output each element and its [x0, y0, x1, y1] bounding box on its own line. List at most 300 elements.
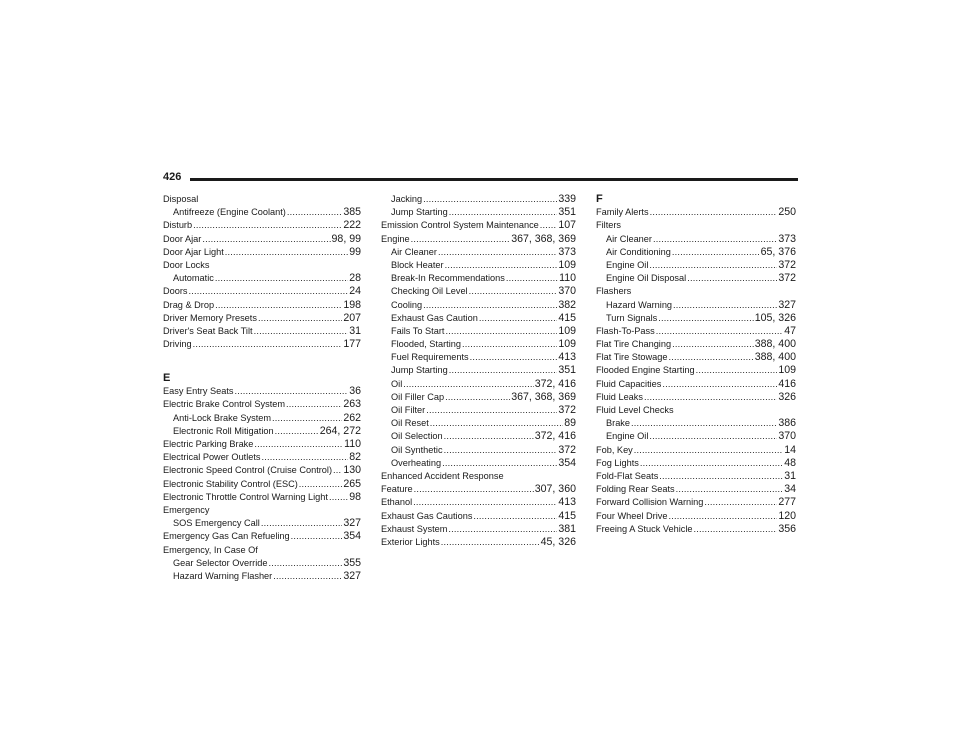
index-entry	[596, 391, 796, 404]
entry-term: Flooded Engine Starting	[596, 365, 695, 376]
dot-leader	[441, 536, 540, 549]
index-subentry	[163, 272, 361, 285]
index-subentry	[381, 272, 576, 285]
entry-term: Fails To Start	[391, 325, 445, 336]
entry-term: Electric Brake Control System	[163, 399, 286, 410]
index-entry	[163, 491, 361, 504]
dot-leader	[291, 530, 343, 543]
index-entry	[163, 385, 361, 398]
index-entry	[163, 193, 361, 206]
entry-term: Exterior Lights	[381, 536, 440, 547]
index-subentry	[163, 206, 361, 219]
entry-term: Forward Collision Warning	[596, 497, 704, 508]
index-subentry	[596, 417, 796, 430]
dot-leader	[333, 464, 342, 477]
entry-term: Air Cleaner	[606, 233, 652, 244]
dot-leader	[258, 312, 342, 325]
index-entry	[163, 544, 361, 557]
entry-term: Feature	[381, 484, 413, 495]
index-entry	[381, 523, 576, 536]
dot-leader	[449, 206, 558, 219]
dot-leader	[438, 246, 557, 259]
dot-leader	[423, 193, 557, 206]
index-subentry	[163, 557, 361, 570]
entry-term: Oil Filter	[391, 405, 426, 415]
dot-leader	[649, 430, 777, 443]
dot-leader	[631, 417, 777, 430]
index-subentry	[163, 517, 361, 530]
index-entry	[163, 233, 361, 246]
entry-term: Engine Oil	[606, 431, 649, 442]
entry-pages: 24	[349, 285, 361, 298]
entry-pages: 372	[778, 258, 796, 271]
entry-term: Jump Starting	[391, 207, 448, 218]
entry-pages: 110	[559, 272, 576, 285]
index-entry	[163, 398, 361, 411]
index-entry	[163, 246, 361, 259]
entry-pages: 327	[343, 569, 361, 582]
entry-term: Freeing A Stuck Vehicle	[596, 523, 693, 534]
index-column-3	[596, 193, 796, 536]
index-entry	[381, 536, 576, 549]
entry-term: Four Wheel Drive	[596, 510, 668, 521]
entry-term: Flash-To-Pass	[596, 325, 655, 336]
entry-term: Oil Selection	[391, 431, 443, 442]
entry-pages: 372, 416	[534, 377, 576, 390]
entry-pages: 388, 400	[754, 351, 796, 364]
header-rule	[190, 178, 798, 181]
entry-term: Electrical Power Outlets	[163, 452, 261, 463]
entry-term: Break-In Recommendations	[391, 273, 505, 284]
dot-leader	[696, 364, 778, 377]
index-entry	[596, 364, 796, 377]
entry-term: Checking Oil Level	[391, 286, 468, 297]
entry-pages: 264, 272	[319, 424, 361, 437]
entry-term: Exhaust Gas Caution	[391, 312, 478, 323]
dot-leader	[540, 219, 558, 232]
index-subentry	[381, 299, 576, 312]
entry-pages: 277	[778, 496, 796, 509]
entry-term: Anti-Lock Brake System	[173, 412, 272, 423]
index-entry	[596, 496, 796, 509]
index-subentry	[163, 570, 361, 583]
index-subentry	[596, 233, 796, 246]
entry-pages: 307, 360	[534, 483, 576, 496]
dot-leader	[272, 412, 342, 425]
dot-leader	[262, 451, 349, 464]
index-subentry	[596, 259, 796, 272]
dot-leader	[653, 233, 777, 246]
entry-pages: 372	[558, 443, 576, 456]
entry-term: Door Locks	[163, 259, 210, 270]
dot-leader	[225, 246, 348, 259]
dot-leader	[704, 496, 777, 509]
entry-pages: 98	[349, 490, 361, 503]
entry-term: Flashers	[596, 286, 632, 297]
entry-term: Engine Oil	[606, 259, 649, 270]
entry-pages: 89	[564, 417, 576, 430]
entry-term: Electronic Roll Mitigation	[173, 425, 274, 436]
index-entry	[163, 219, 361, 232]
entry-pages: 326	[778, 390, 796, 403]
entry-term: Driving	[163, 339, 192, 350]
index-entry	[596, 285, 796, 298]
entry-term: Turn Signals	[606, 312, 658, 323]
index-entry	[381, 510, 576, 523]
dot-leader	[470, 351, 558, 364]
entry-term: Emergency Gas Can Refueling	[163, 531, 290, 542]
entry-pages: 82	[349, 451, 361, 464]
entry-term: Fluid Capacities	[596, 378, 662, 389]
entry-pages: 386	[778, 417, 796, 430]
entry-pages: 99	[349, 245, 361, 258]
dot-leader	[273, 570, 342, 583]
index-column-1	[163, 193, 361, 583]
index-entry	[596, 404, 796, 417]
entry-term: Disturb	[163, 220, 193, 231]
entry-pages: 47	[784, 324, 796, 337]
entry-term: Jacking	[391, 194, 423, 204]
entry-pages: 413	[558, 496, 576, 509]
index-subentry	[381, 193, 576, 206]
entry-term: Engine	[381, 233, 410, 244]
entry-pages: 109	[558, 338, 576, 351]
dot-leader	[673, 299, 777, 312]
entry-term: SOS Emergency Call	[173, 518, 260, 529]
entry-term: Oil Synthetic	[391, 444, 443, 455]
dot-leader	[215, 272, 348, 285]
entry-term: Fob, Key	[596, 444, 633, 455]
dot-leader	[479, 312, 557, 325]
entry-pages: 177	[343, 338, 361, 351]
entry-pages: 415	[558, 509, 576, 522]
dot-leader	[202, 233, 330, 246]
dot-leader	[426, 404, 557, 417]
entry-term: Emergency, In Case Of	[163, 544, 258, 555]
dot-leader	[430, 417, 563, 430]
dot-leader	[449, 364, 558, 377]
dot-leader	[672, 246, 760, 259]
index-entry	[596, 523, 796, 536]
entry-pages: 413	[558, 351, 576, 364]
entry-pages: 109	[778, 364, 796, 377]
index-subentry	[163, 425, 361, 438]
entry-pages: 109	[558, 324, 576, 337]
entry-pages: 339	[558, 193, 576, 205]
entry-term: Fluid Level Checks	[596, 405, 674, 415]
dot-leader	[445, 259, 558, 272]
entry-term: Electronic Stability Control (ESC)	[163, 478, 298, 489]
index-entry	[163, 338, 361, 351]
entry-term: Fold-Flat Seats	[596, 470, 659, 481]
index-entry	[381, 496, 576, 509]
entry-pages: 373	[558, 245, 576, 258]
entry-pages: 198	[343, 298, 361, 311]
index-subentry	[381, 206, 576, 219]
index-entry	[596, 378, 796, 391]
index-subentry	[596, 299, 796, 312]
index-subentry	[381, 351, 576, 364]
entry-term: Antifreeze (Engine Coolant)	[173, 207, 286, 218]
entry-term: Door Ajar Light	[163, 246, 224, 257]
entry-term: Oil Filler Cap	[391, 391, 445, 402]
entry-pages: 120	[778, 509, 796, 522]
entry-pages: 105, 326	[754, 311, 796, 324]
entry-term: Folding Rear Seats	[596, 484, 675, 495]
entry-pages: 14	[784, 443, 796, 456]
index-entry	[596, 206, 796, 219]
entry-pages: 107	[558, 219, 576, 232]
entry-term: Exhaust Gas Cautions	[381, 510, 473, 521]
entry-term: Exhaust System	[381, 523, 448, 534]
index-entry	[596, 351, 796, 364]
index-entry	[163, 325, 361, 338]
index-entry	[381, 219, 576, 232]
dot-leader	[261, 517, 343, 530]
entry-pages: 222	[343, 219, 361, 232]
dot-leader	[462, 338, 557, 351]
entry-term: Emission Control System Maintenance	[381, 220, 539, 231]
index-subentry	[381, 378, 576, 391]
entry-term: Fog Lights	[596, 457, 639, 468]
index-entry	[163, 504, 361, 517]
dot-leader	[189, 285, 349, 298]
index-subentry	[596, 430, 796, 443]
dot-leader	[473, 510, 557, 523]
entry-term: Disposal	[163, 194, 199, 204]
dot-leader	[414, 483, 534, 496]
entry-term: Flooded, Starting	[391, 339, 461, 350]
dot-leader	[644, 391, 777, 404]
index-entry	[596, 219, 796, 232]
dot-leader	[254, 325, 349, 338]
entry-pages: 65, 376	[760, 245, 796, 258]
index-entry	[381, 233, 576, 246]
index-entry	[163, 259, 361, 272]
section-letter: F	[596, 193, 603, 205]
entry-pages: 415	[558, 311, 576, 324]
dot-leader	[658, 312, 754, 325]
dot-leader	[676, 483, 784, 496]
entry-term: Family Alerts	[596, 207, 649, 218]
index-entry	[163, 464, 361, 477]
entry-pages: 356	[778, 522, 796, 535]
entry-term: Door Ajar	[163, 233, 202, 244]
dot-leader	[411, 233, 511, 246]
index-subentry	[381, 285, 576, 298]
dot-leader	[662, 378, 777, 391]
entry-pages: 109	[558, 258, 576, 271]
entry-pages: 367, 368, 369	[511, 390, 576, 403]
section-gap	[163, 351, 361, 363]
entry-term: Oil Reset	[391, 418, 429, 429]
index-subentry	[381, 391, 576, 404]
entry-pages: 372	[778, 272, 796, 285]
section-letter: E	[163, 372, 171, 385]
entry-pages: 354	[343, 530, 361, 543]
index-entry	[596, 457, 796, 470]
entry-pages: 110	[344, 438, 361, 450]
entry-term: Drag & Drop	[163, 299, 215, 310]
dot-leader	[634, 444, 783, 457]
dot-leader	[669, 351, 754, 364]
entry-term: Brake	[606, 418, 631, 429]
entry-pages: 382	[558, 298, 576, 311]
index-subentry	[381, 404, 576, 417]
index-entry	[163, 312, 361, 325]
index-entry	[596, 325, 796, 338]
entry-pages: 98, 99	[331, 232, 361, 245]
index-subentry	[381, 312, 576, 325]
entry-pages: 370	[558, 285, 576, 298]
entry-pages: 207	[343, 311, 361, 324]
entry-term: Air Conditioning	[606, 246, 671, 257]
entry-pages: 327	[343, 517, 361, 530]
entry-term: Driver Memory Presets	[163, 312, 257, 323]
index-entry	[163, 438, 361, 451]
index-entry	[596, 444, 796, 457]
entry-pages: 354	[558, 456, 576, 469]
entry-pages: 351	[558, 206, 576, 219]
entry-term: Fluid Leaks	[596, 391, 643, 402]
index-entry	[596, 483, 796, 496]
dot-leader	[442, 457, 557, 470]
entry-pages: 263	[343, 398, 361, 411]
index-subentry	[381, 364, 576, 377]
entry-term: Overheating	[391, 457, 442, 468]
entry-pages: 370	[778, 430, 796, 443]
index-entry	[163, 299, 361, 312]
entry-term: Air Cleaner	[391, 246, 437, 257]
entry-pages: 367, 368, 369	[511, 232, 576, 245]
entry-pages: 250	[778, 206, 796, 219]
entry-pages: 372, 416	[534, 430, 576, 443]
entry-term: Flat Tire Changing	[596, 339, 672, 350]
dot-leader	[193, 219, 342, 232]
entry-term: Automatic	[173, 273, 214, 284]
dot-leader	[275, 425, 319, 438]
index-entry	[381, 483, 576, 496]
index-subentry	[596, 312, 796, 325]
entry-term: Doors	[163, 286, 188, 297]
dot-leader	[659, 470, 783, 483]
index-subentry	[163, 412, 361, 425]
entry-term: Fuel Requirements	[391, 352, 469, 363]
dot-leader	[329, 491, 348, 504]
index-subentry	[381, 338, 576, 351]
index-subentry	[381, 246, 576, 259]
entry-pages: 327	[778, 298, 796, 311]
entry-pages: 373	[778, 232, 796, 245]
entry-term: Flat Tire Stowage	[596, 352, 668, 363]
index-entry	[163, 478, 361, 491]
dot-leader	[299, 478, 343, 491]
entry-pages: 355	[343, 556, 361, 569]
entry-term: Cooling	[391, 299, 423, 310]
dot-leader	[286, 398, 342, 411]
entry-term: Driver's Seat Back Tilt	[163, 325, 253, 336]
entry-pages: 48	[784, 456, 796, 469]
index-entry	[596, 470, 796, 483]
index-subentry	[381, 417, 576, 430]
dot-leader	[694, 523, 778, 536]
page-number: 426	[163, 171, 182, 183]
dot-leader	[444, 444, 558, 457]
dot-leader	[650, 206, 778, 219]
dot-leader	[215, 299, 342, 312]
entry-term: Electric Parking Brake	[163, 439, 254, 449]
dot-leader	[403, 378, 534, 391]
dot-leader	[445, 325, 557, 338]
entry-pages: 416	[778, 377, 796, 390]
entry-term: Emergency	[163, 504, 210, 515]
index-subentry	[381, 444, 576, 457]
dot-leader	[687, 272, 777, 285]
index-subentry	[596, 246, 796, 259]
index-entry	[163, 530, 361, 543]
entry-pages: 28	[349, 272, 361, 285]
entry-pages: 262	[343, 411, 361, 424]
dot-leader	[444, 430, 534, 443]
dot-leader	[445, 391, 510, 404]
entry-pages: 265	[343, 477, 361, 490]
dot-leader	[287, 206, 342, 219]
entry-pages: 31	[349, 324, 361, 337]
index-subentry	[596, 272, 796, 285]
dot-leader	[234, 385, 348, 398]
entry-pages: 372	[558, 404, 576, 416]
dot-leader	[448, 523, 557, 536]
entry-term: Block Heater	[391, 259, 444, 270]
dot-leader	[672, 338, 754, 351]
dot-leader	[668, 510, 777, 523]
index-entry	[596, 510, 796, 523]
index-entry	[596, 338, 796, 351]
index-subentry	[381, 259, 576, 272]
dot-leader	[254, 438, 343, 451]
dot-leader	[268, 557, 342, 570]
entry-pages: 34	[784, 483, 796, 496]
index-column-2	[381, 193, 576, 549]
entry-pages: 388, 400	[754, 338, 796, 351]
dot-leader	[656, 325, 783, 338]
index-subentry	[381, 457, 576, 470]
entry-term: Engine Oil Disposal	[606, 273, 687, 284]
entry-term: Electronic Throttle Control Warning Light	[163, 491, 328, 502]
entry-pages: 45, 326	[540, 535, 576, 548]
dot-leader	[413, 496, 557, 509]
entry-pages: 130	[343, 464, 361, 477]
index-subentry	[381, 325, 576, 338]
entry-term: Hazard Warning	[606, 299, 673, 310]
entry-pages: 385	[343, 206, 361, 219]
entry-term: Hazard Warning Flasher	[173, 570, 273, 581]
entry-pages: 31	[784, 469, 796, 482]
entry-term: Jump Starting	[391, 365, 448, 376]
entry-pages: 351	[558, 364, 576, 377]
dot-leader	[649, 259, 777, 272]
dot-leader	[506, 272, 558, 285]
entry-term: Ethanol	[381, 497, 413, 508]
dot-leader	[423, 299, 557, 312]
entry-pages: 36	[349, 385, 361, 398]
entry-term: Enhanced Accident Response	[381, 470, 504, 481]
entry-term: Filters	[596, 220, 622, 231]
index-subentry	[381, 430, 576, 443]
dot-leader	[469, 285, 558, 298]
entry-term: Easy Entry Seats	[163, 386, 234, 397]
entry-term: Oil	[391, 378, 403, 389]
